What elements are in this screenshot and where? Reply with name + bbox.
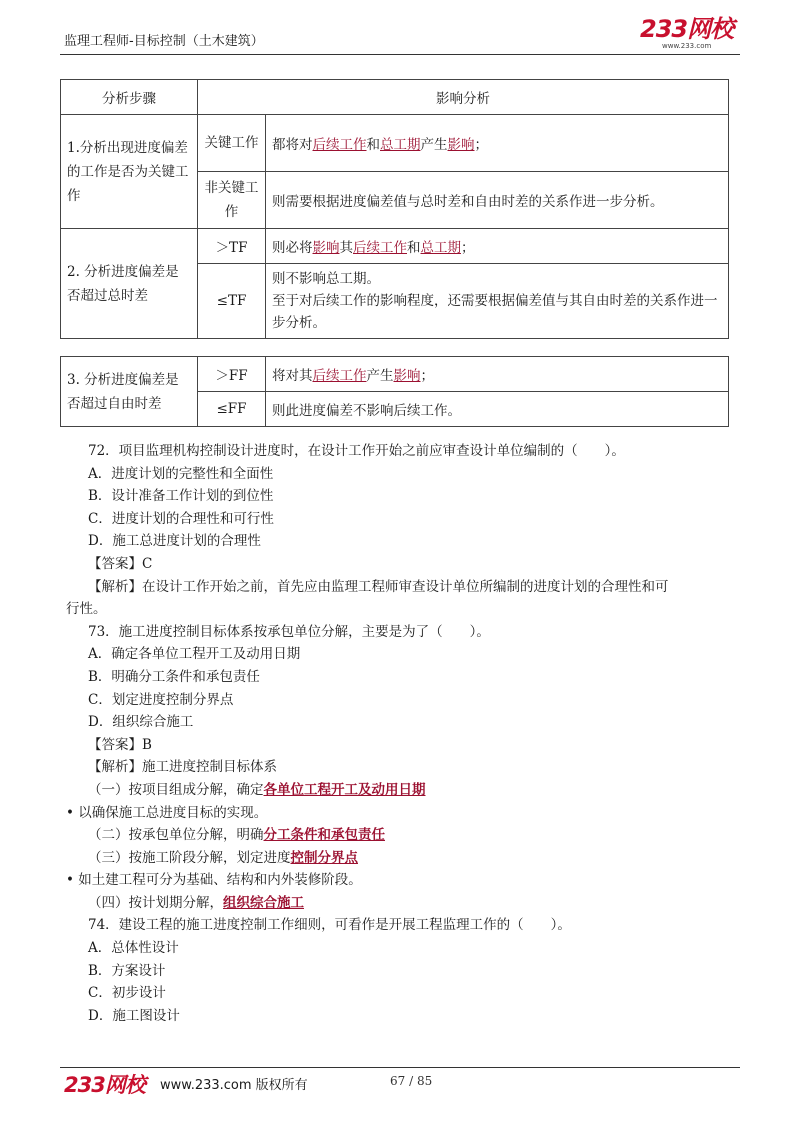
option-d: D．施工图设计: [88, 1007, 180, 1024]
option-a: A．总体性设计: [88, 940, 179, 957]
table-row: [61, 115, 729, 172]
condition-cell: 关键工作: [198, 115, 266, 172]
analysis-73-title: 【解析】施工进度控制目标体系: [88, 759, 277, 776]
highlight-text: 后续工作: [312, 137, 367, 153]
highlight-text: 影响: [393, 368, 421, 384]
result-cell: 都将对后续工作和总工期产生影响；: [266, 115, 729, 172]
question-74: 74．建设工程的施工进度控制工作细则，可看作是开展工程监理工作的（ ）。: [88, 917, 571, 934]
footer-divider: [60, 1067, 740, 1068]
analysis-bullet-3: • 如土建工程可分为基础、结构和内外装修阶段。: [66, 872, 362, 889]
question-section: [66, 440, 748, 1027]
analysis-point-3: （三）按施工阶段分解，划定进度控制分界点: [88, 849, 358, 866]
condition-cell: ≤TF: [198, 264, 266, 339]
column-header-impact: 影响分析: [198, 80, 729, 115]
analysis-point-4: （四）按计划期分解，组织综合施工: [88, 894, 304, 911]
result-cell: 则此进度偏差不影响后续工作。: [266, 392, 729, 427]
step-cell: 2. 分析进度偏差是否超过总时差: [61, 229, 198, 339]
answer-72: 【答案】C: [88, 555, 153, 572]
highlight-text: 分工条件和承包责任: [263, 827, 385, 844]
option-c: C．划定进度控制分界点: [88, 691, 234, 708]
question-73: 73．施工进度控制目标体系按承包单位分解，主要是为了（ ）。: [88, 623, 490, 640]
analysis-point-1: （一）按项目组成分解，确定各单位工程开工及动用日期: [88, 781, 426, 798]
condition-cell: ＞TF: [198, 229, 266, 264]
logo-url: www.233.com: [662, 42, 712, 50]
column-header-step: 分析步骤: [61, 80, 198, 115]
result-cell: 则不影响总工期。 至于对后续工作的影响程度，还需要根据偏差值与其自由时差的关系作进一步分析。: [266, 264, 729, 339]
result-cell: 将对其后续工作产生影响；: [266, 357, 729, 392]
header-divider: [60, 54, 740, 55]
table-row: [61, 229, 729, 264]
highlight-text: 影响: [447, 137, 475, 153]
footer-copyright: www.233.com 版权所有: [160, 1078, 308, 1093]
option-a: A．进度计划的完整性和全面性: [88, 465, 274, 482]
highlight-text: 总工期: [420, 240, 461, 256]
table-header-row: [61, 80, 729, 115]
footer-logo: 233网校: [64, 1073, 145, 1097]
option-d: D．组织综合施工: [88, 714, 194, 731]
highlight-text: 后续工作: [353, 240, 407, 256]
analysis-72-line2: 行性。: [66, 601, 107, 618]
logo-text: 233网校: [640, 15, 734, 43]
highlight-text: 控制分界点: [290, 849, 358, 866]
analysis-bullet-1: • 以确保施工总进度目标的实现。: [66, 804, 268, 821]
step-cell: 3. 分析进度偏差是否超过自由时差: [61, 357, 198, 427]
option-b: B．方案设计: [88, 962, 166, 979]
answer-73: 【答案】B: [88, 736, 152, 753]
page-number: 67 / 85: [390, 1074, 433, 1088]
result-cell: 则必将影响其后续工作和总工期；: [266, 229, 729, 264]
option-c: C．进度计划的合理性和可行性: [88, 510, 274, 527]
highlight-text: 各单位工程开工及动用日期: [263, 781, 426, 798]
brand-logo: [640, 16, 736, 52]
option-c: C．初步设计: [88, 985, 166, 1002]
highlight-text: 总工期: [380, 137, 421, 153]
option-d: D．施工总进度计划的合理性: [88, 533, 261, 550]
analysis-72-line1: 【解析】在设计工作开始之前，首先应由监理工程师审查设计单位所编制的进度计划的合理性和可: [88, 578, 669, 595]
document-header-title: 监理工程师-目标控制（土木建筑）: [64, 34, 264, 49]
analysis-table: [60, 79, 729, 339]
highlight-text: 后续工作: [312, 368, 367, 384]
option-b: B．设计准备工作计划的到位性: [88, 488, 274, 505]
condition-cell: 非关键工作: [198, 172, 266, 229]
step-cell: 1.分析出现进度偏差的工作是否为关键工作: [61, 115, 198, 229]
option-b: B．明确分工条件和承包责任: [88, 668, 260, 685]
condition-cell: ≤FF: [198, 392, 266, 427]
condition-cell: ＞FF: [198, 357, 266, 392]
question-72: 72．项目监理机构控制设计进度时，在设计工作开始之前应审查设计单位编制的（ ）。: [88, 443, 625, 459]
analysis-point-2: （二）按承包单位分解，明确分工条件和承包责任: [88, 827, 385, 844]
highlight-text: 组织综合施工: [223, 894, 304, 911]
option-a: A．确定各单位工程开工及动用日期: [88, 646, 301, 663]
highlight-text: 影响: [312, 240, 340, 256]
table-row: [61, 357, 729, 392]
result-cell: 则需要根据进度偏差值与总时差和自由时差的关系作进一步分析。: [266, 172, 729, 229]
free-float-table: [60, 356, 729, 427]
